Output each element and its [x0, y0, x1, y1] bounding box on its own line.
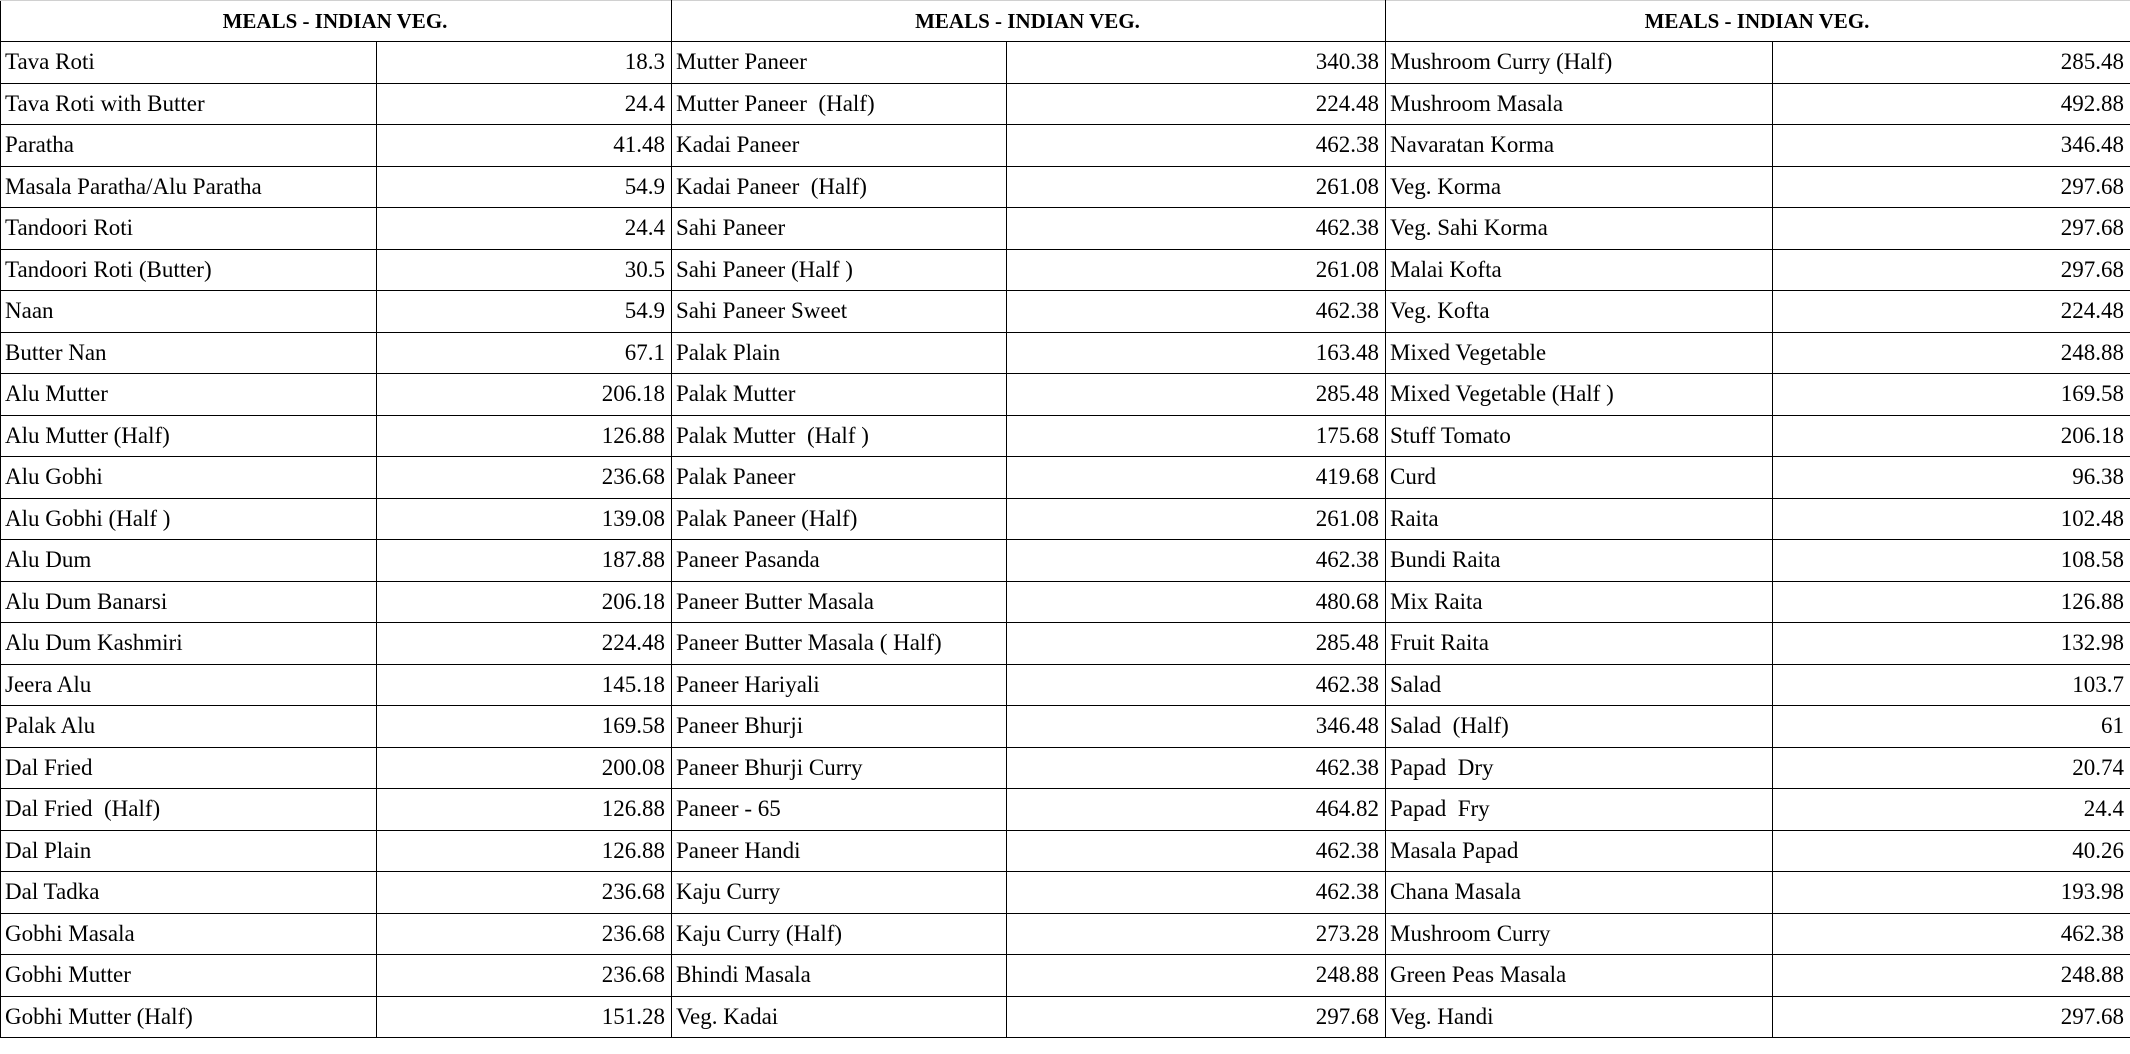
dish-name: Fruit Raita [1386, 623, 1773, 665]
table-row [1, 913, 2130, 955]
dish-price: 261.08 [1007, 166, 1386, 208]
dish-price: 40.26 [1773, 830, 2130, 872]
dish-name: Kadai Paneer [672, 125, 1007, 167]
dish-name: Dal Fried (Half) [1, 789, 377, 831]
dish-price: 200.08 [377, 747, 672, 789]
table-row [1, 623, 2130, 665]
dish-price: 297.68 [1007, 996, 1386, 1038]
dish-price: 54.9 [377, 166, 672, 208]
dish-name: Tava Roti with Butter [1, 83, 377, 125]
dish-name: Palak Alu [1, 706, 377, 748]
dish-name: Salad [1386, 664, 1773, 706]
dish-price: 236.68 [377, 913, 672, 955]
table-row [1, 581, 2130, 623]
dish-name: Gobhi Masala [1, 913, 377, 955]
dish-name: Sahi Paneer Sweet [672, 291, 1007, 333]
dish-price: 462.38 [1007, 291, 1386, 333]
dish-price: 61 [1773, 706, 2130, 748]
header-row [1, 1, 2130, 42]
dish-price: 261.08 [1007, 249, 1386, 291]
dish-name: Naan [1, 291, 377, 333]
dish-price: 462.38 [1007, 208, 1386, 250]
dish-price: 24.4 [377, 83, 672, 125]
table-row [1, 955, 2130, 997]
dish-name: Paneer Handi [672, 830, 1007, 872]
column-header: MEALS - INDIAN VEG. [1386, 1, 2130, 42]
dish-name: Paratha [1, 125, 377, 167]
dish-name: Palak Plain [672, 332, 1007, 374]
dish-name: Tandoori Roti [1, 208, 377, 250]
table-row [1, 291, 2130, 333]
dish-price: 206.18 [377, 374, 672, 416]
dish-name: Salad (Half) [1386, 706, 1773, 748]
dish-price: 462.38 [1007, 540, 1386, 582]
dish-price: 285.48 [1007, 623, 1386, 665]
menu-body [1, 1, 2130, 1038]
dish-name: Alu Dum Banarsi [1, 581, 377, 623]
dish-price: 346.48 [1007, 706, 1386, 748]
dish-name: Alu Gobhi (Half ) [1, 498, 377, 540]
dish-price: 224.48 [377, 623, 672, 665]
dish-price: 193.98 [1773, 872, 2130, 914]
column-header: MEALS - INDIAN VEG. [1, 1, 672, 42]
table-row [1, 664, 2130, 706]
dish-price: 480.68 [1007, 581, 1386, 623]
dish-name: Mushroom Curry [1386, 913, 1773, 955]
dish-price: 224.48 [1773, 291, 2130, 333]
dish-price: 248.88 [1773, 955, 2130, 997]
dish-name: Veg. Kofta [1386, 291, 1773, 333]
dish-name: Alu Mutter (Half) [1, 415, 377, 457]
dish-name: Navaratan Korma [1386, 125, 1773, 167]
dish-name: Mix Raita [1386, 581, 1773, 623]
dish-price: 145.18 [377, 664, 672, 706]
table-row [1, 457, 2130, 499]
dish-name: Bundi Raita [1386, 540, 1773, 582]
dish-price: 24.4 [377, 208, 672, 250]
table-row [1, 872, 2130, 914]
dish-name: Veg. Sahi Korma [1386, 208, 1773, 250]
dish-name: Palak Mutter [672, 374, 1007, 416]
dish-name: Mushroom Curry (Half) [1386, 42, 1773, 84]
dish-name: Alu Dum [1, 540, 377, 582]
dish-price: 297.68 [1773, 208, 2130, 250]
table-row [1, 42, 2130, 84]
dish-name: Mutter Paneer [672, 42, 1007, 84]
dish-price: 462.38 [1007, 125, 1386, 167]
dish-price: 151.28 [377, 996, 672, 1038]
dish-name: Malai Kofta [1386, 249, 1773, 291]
dish-price: 297.68 [1773, 166, 2130, 208]
table-row [1, 498, 2130, 540]
dish-name: Alu Mutter [1, 374, 377, 416]
dish-price: 139.08 [377, 498, 672, 540]
dish-price: 340.38 [1007, 42, 1386, 84]
dish-price: 462.38 [1007, 830, 1386, 872]
dish-price: 261.08 [1007, 498, 1386, 540]
dish-price: 419.68 [1007, 457, 1386, 499]
dish-price: 24.4 [1773, 789, 2130, 831]
table-row [1, 374, 2130, 416]
dish-name: Paneer - 65 [672, 789, 1007, 831]
table-row [1, 415, 2130, 457]
dish-name: Raita [1386, 498, 1773, 540]
dish-price: 175.68 [1007, 415, 1386, 457]
dish-price: 41.48 [377, 125, 672, 167]
dish-price: 187.88 [377, 540, 672, 582]
dish-name: Stuff Tomato [1386, 415, 1773, 457]
dish-name: Green Peas Masala [1386, 955, 1773, 997]
dish-price: 102.48 [1773, 498, 2130, 540]
dish-price: 297.68 [1773, 249, 2130, 291]
table-row [1, 83, 2130, 125]
dish-name: Dal Fried [1, 747, 377, 789]
dish-name: Masala Paratha/Alu Paratha [1, 166, 377, 208]
dish-name: Mushroom Masala [1386, 83, 1773, 125]
dish-price: 206.18 [1773, 415, 2130, 457]
dish-name: Butter Nan [1, 332, 377, 374]
dish-name: Jeera Alu [1, 664, 377, 706]
dish-name: Alu Dum Kashmiri [1, 623, 377, 665]
dish-price: 54.9 [377, 291, 672, 333]
dish-name: Chana Masala [1386, 872, 1773, 914]
dish-name: Veg. Korma [1386, 166, 1773, 208]
dish-name: Paneer Butter Masala ( Half) [672, 623, 1007, 665]
dish-name: Paneer Bhurji Curry [672, 747, 1007, 789]
dish-name: Alu Gobhi [1, 457, 377, 499]
dish-price: 67.1 [377, 332, 672, 374]
dish-price: 169.58 [377, 706, 672, 748]
dish-name: Papad Dry [1386, 747, 1773, 789]
dish-price: 126.88 [1773, 581, 2130, 623]
dish-name: Gobhi Mutter [1, 955, 377, 997]
table-row [1, 540, 2130, 582]
dish-price: 126.88 [377, 830, 672, 872]
dish-name: Gobhi Mutter (Half) [1, 996, 377, 1038]
dish-price: 96.38 [1773, 457, 2130, 499]
dish-name: Paneer Bhurji [672, 706, 1007, 748]
dish-name: Palak Paneer (Half) [672, 498, 1007, 540]
dish-name: Tava Roti [1, 42, 377, 84]
dish-price: 248.88 [1007, 955, 1386, 997]
dish-price: 103.7 [1773, 664, 2130, 706]
dish-name: Tandoori Roti (Butter) [1, 249, 377, 291]
dish-price: 30.5 [377, 249, 672, 291]
dish-price: 273.28 [1007, 913, 1386, 955]
dish-price: 132.98 [1773, 623, 2130, 665]
dish-name: Kaju Curry (Half) [672, 913, 1007, 955]
dish-price: 462.38 [1007, 872, 1386, 914]
dish-name: Veg. Handi [1386, 996, 1773, 1038]
dish-price: 206.18 [377, 581, 672, 623]
dish-price: 169.58 [1773, 374, 2130, 416]
dish-name: Paneer Pasanda [672, 540, 1007, 582]
dish-price: 285.48 [1007, 374, 1386, 416]
dish-name: Bhindi Masala [672, 955, 1007, 997]
dish-price: 236.68 [377, 872, 672, 914]
dish-price: 462.38 [1773, 913, 2130, 955]
table-row [1, 208, 2130, 250]
dish-price: 285.48 [1773, 42, 2130, 84]
dish-name: Mixed Vegetable [1386, 332, 1773, 374]
dish-price: 346.48 [1773, 125, 2130, 167]
column-header: MEALS - INDIAN VEG. [672, 1, 1386, 42]
dish-price: 108.58 [1773, 540, 2130, 582]
dish-name: Sahi Paneer (Half ) [672, 249, 1007, 291]
dish-price: 462.38 [1007, 664, 1386, 706]
table-row [1, 706, 2130, 748]
dish-name: Mixed Vegetable (Half ) [1386, 374, 1773, 416]
table-row [1, 332, 2130, 374]
table-row [1, 125, 2130, 167]
dish-name: Dal Tadka [1, 872, 377, 914]
dish-price: 297.68 [1773, 996, 2130, 1038]
table-row [1, 789, 2130, 831]
dish-name: Palak Paneer [672, 457, 1007, 499]
dish-name: Masala Papad [1386, 830, 1773, 872]
dish-name: Mutter Paneer (Half) [672, 83, 1007, 125]
dish-name: Palak Mutter (Half ) [672, 415, 1007, 457]
dish-name: Kaju Curry [672, 872, 1007, 914]
dish-price: 20.74 [1773, 747, 2130, 789]
table-row [1, 996, 2130, 1038]
dish-price: 18.3 [377, 42, 672, 84]
table-row [1, 830, 2130, 872]
dish-name: Sahi Paneer [672, 208, 1007, 250]
dish-price: 224.48 [1007, 83, 1386, 125]
table-row [1, 166, 2130, 208]
table-row [1, 747, 2130, 789]
dish-name: Veg. Kadai [672, 996, 1007, 1038]
table-row [1, 249, 2130, 291]
dish-price: 462.38 [1007, 747, 1386, 789]
dish-price: 492.88 [1773, 83, 2130, 125]
dish-price: 163.48 [1007, 332, 1386, 374]
dish-name: Paneer Butter Masala [672, 581, 1007, 623]
dish-name: Curd [1386, 457, 1773, 499]
dish-name: Paneer Hariyali [672, 664, 1007, 706]
dish-name: Kadai Paneer (Half) [672, 166, 1007, 208]
dish-price: 126.88 [377, 789, 672, 831]
dish-price: 248.88 [1773, 332, 2130, 374]
dish-price: 464.82 [1007, 789, 1386, 831]
dish-price: 236.68 [377, 955, 672, 997]
dish-name: Dal Plain [1, 830, 377, 872]
dish-price: 126.88 [377, 415, 672, 457]
dish-name: Papad Fry [1386, 789, 1773, 831]
dish-price: 236.68 [377, 457, 672, 499]
